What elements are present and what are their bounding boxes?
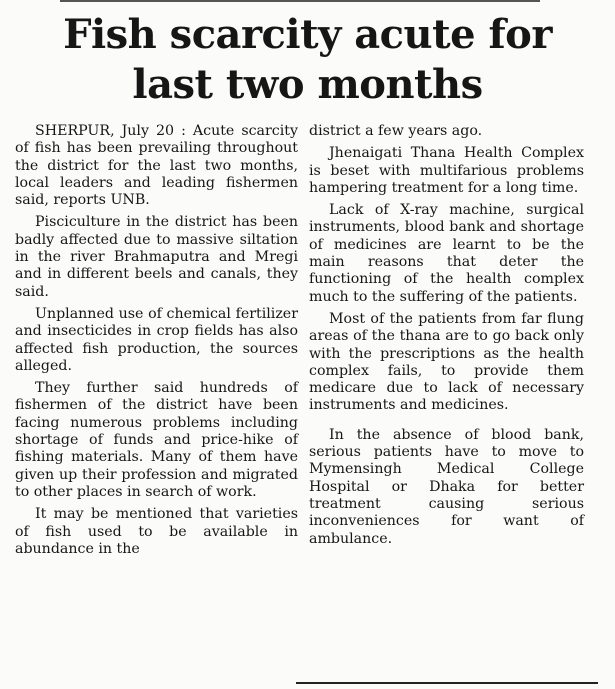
paragraph: Pisciculture in the district has been badly affected due to massive siltation in the river Brahmaputra and Mregi and in different beels and canals, they said.	[15, 214, 298, 300]
top-rule	[60, 0, 540, 6]
headline-line-2: last two months	[132, 61, 483, 108]
paragraph-dateline: SHERPUR, July 20 : Acute scarcity of fish has been prevailing throughout the district for the last two months, local leaders and leading fishermen said, reports UNB.	[15, 123, 298, 209]
paragraph: In the absence of blood bank, serious patients have to move to Mymensingh Medical College Hospital or Dhaka for better treatment causing serious inconveniences for want of ambulance.	[309, 426, 584, 547]
paragraph: Jhenaigati Thana Health Complex is beset with multifarious problems hampering treatment for a long time.	[309, 145, 584, 196]
paragraph: Unplanned use of chemical fertilizer and insecticides in crop fields has also affected fish production, the sources alleged.	[15, 305, 298, 374]
bottom-rule	[296, 682, 598, 684]
paragraph: Lack of X-ray machine, surgical instruments, blood bank and shortage of medicines are learnt to be the main reasons that deter the functioning of the health complex much to the suffering of the patients.	[309, 202, 584, 305]
paragraph-continuation: district a few years ago.	[309, 123, 483, 139]
paragraph: They further said hundreds of fishermen of the district have been facing numerous problems including shortage of funds and price-hike of fishing materials. Many of them have given up their profession and migrated to other places in search of work.	[15, 380, 298, 500]
headline-line-1: Fish scarcity acute for	[63, 11, 552, 58]
article-column-left	[15, 123, 298, 563]
paragraph: It may be mentioned that varieties of fish used to be available in abundance in the	[15, 506, 298, 557]
article-column-right	[309, 123, 584, 553]
paragraph: Most of the patients from far flung areas of the thana are to go back only with the prescriptions as the health complex fails, to provide them medicare due to lack of necessary instruments and medicines.	[309, 310, 584, 414]
headline	[0, 10, 615, 110]
